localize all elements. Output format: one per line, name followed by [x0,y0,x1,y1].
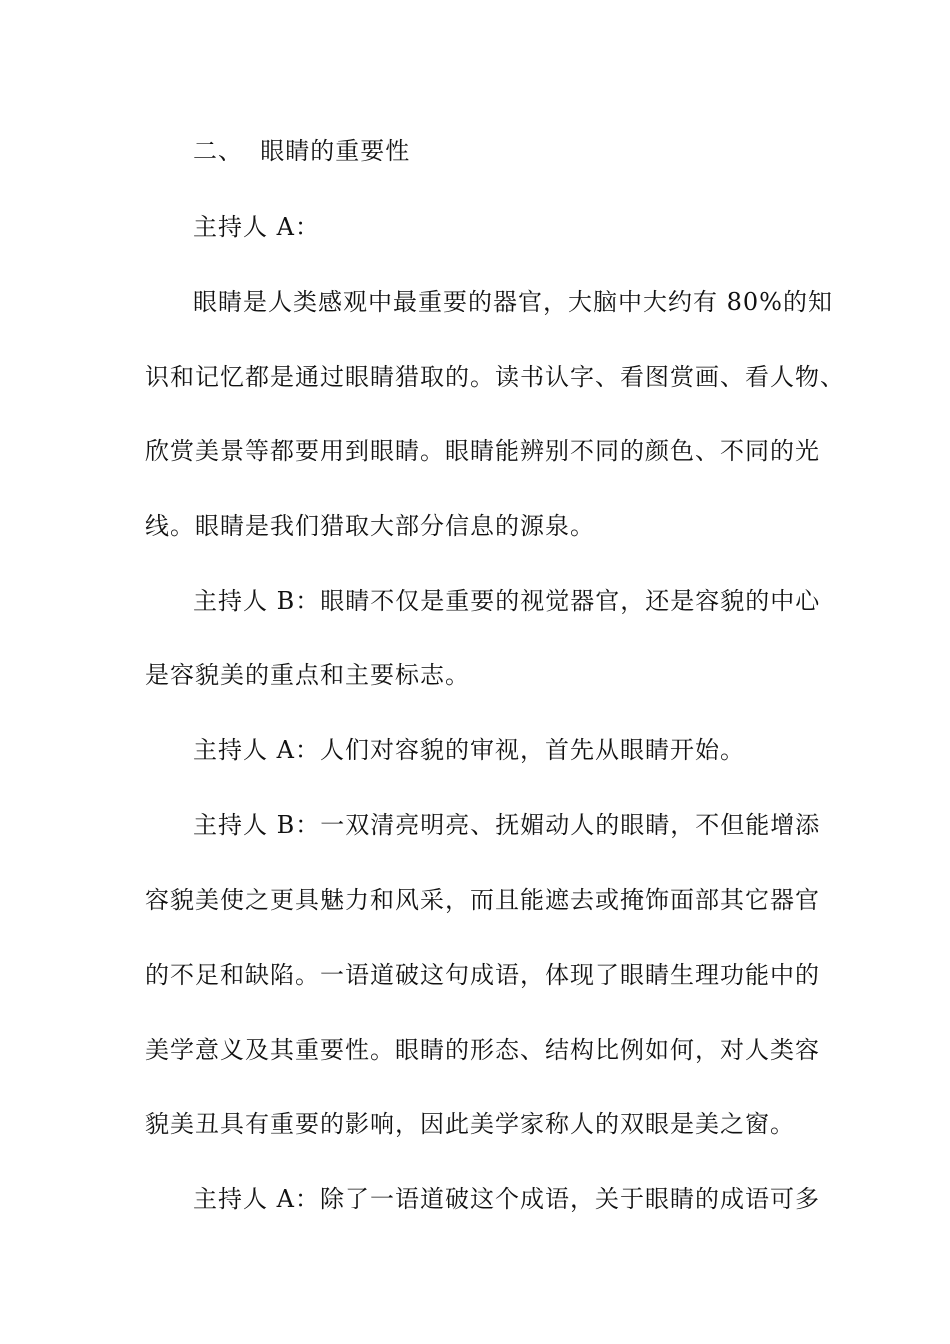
paragraph-line: 的不足和缺陷。一语道破这句成语，体现了眼睛生理功能中的 [145,961,820,989]
paragraph-line: 线。眼睛是我们猎取大部分信息的源泉。 [145,512,595,540]
paragraph-line: 是容貌美的重点和主要标志。 [145,661,470,689]
paragraph-line: 美学意义及其重要性。眼睛的形态、结构比例如何，对人类容 [145,1036,820,1064]
paragraph-line: 容貌美使之更具魅力和风采，而且能遮去或掩饰面部其它器官 [145,886,820,914]
speaker-label: 主持人 A： [193,213,320,241]
paragraph-line: 眼睛是人类感观中最重要的器官，大脑中大约有 80%的知 [193,288,833,316]
paragraph-line: 欣赏美景等都要用到眼睛。眼睛能辨别不同的颜色、不同的光 [145,437,820,465]
section-heading: 二、 眼睛的重要性 [193,137,411,165]
paragraph-line: 识和记忆都是通过眼睛猎取的。读书认字、看图赏画、看人物、 [145,363,845,391]
paragraph-line: 主持人 A：除了一语道破这个成语，关于眼睛的成语可多 [193,1185,820,1213]
paragraph-line: 貌美丑具有重要的影响，因此美学家称人的双眼是美之窗。 [145,1110,795,1138]
paragraph-line: 主持人 A：人们对容貌的审视，首先从眼睛开始。 [193,736,745,764]
paragraph-line: 主持人 B：眼睛不仅是重要的视觉器官，还是容貌的中心 [193,587,821,615]
paragraph-line: 主持人 B：一双清亮明亮、抚媚动人的眼睛，不但能增添 [193,811,821,839]
